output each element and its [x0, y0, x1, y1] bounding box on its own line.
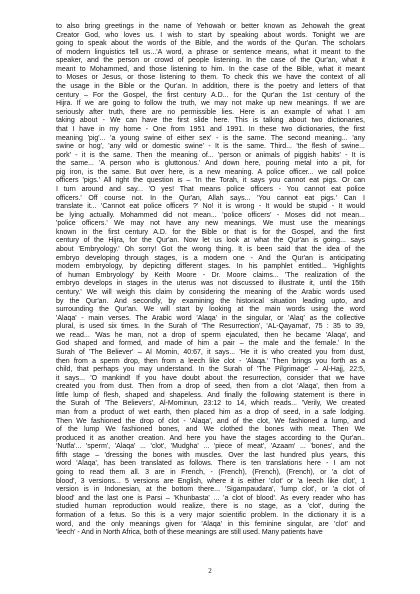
text-line: of human Embryology' by Keith Moore - Dr. Moore claims... 'The realization of the	[56, 271, 365, 279]
text-line: then from a sperm drop, then from a leech like clot - 'Alaqa.' Then brings you forth as a	[56, 357, 365, 365]
text-line: meaning 'pig'... 'a young swine of either sex' - is the same. The second meaning... 'any	[56, 134, 365, 142]
text-line: fifth stage – 'dressing the bones with muscles. Over the last hundred plus years, this	[56, 451, 365, 459]
text-line: man from a product of wet earth, then placed him as a drop of seed, in a safe lodging.	[56, 409, 365, 417]
text-line: 'Alaqa' - main verses. The Arabic word 'Alaqa' in the singular, or 'Alaq' as the collective	[56, 314, 365, 322]
text-line: Then We fashioned the drop of clot - 'Alaqa', and of the clot, We fashioned a lump, and	[56, 417, 365, 425]
text-line: Surah of 'The Believer' – Al Momin, 40:67, it says... 'He it is who created you from dust,	[56, 348, 365, 356]
text-line: swine or hog', 'any wild or domestic swine' - It is the same. Third... 'the flesh of swine...	[56, 143, 365, 151]
text-line: blood', 3 versions... 5 versions are English, where it is either 'clot' or 'a leech like clot', 1	[56, 477, 365, 485]
text-line: plural, is used six times. In the Surah of 'The Resurrection', 'AL-Qayamat', 75 : 35 to 39,	[56, 323, 365, 331]
text-line: taking about - We can have the first slide here. This is talking about two dictionaries,	[56, 117, 365, 125]
text-line: version is in Indonesian, at the bottom there... 'Sigampaudara', 'lump clot', or 'a clot of	[56, 486, 365, 494]
text-line: word 'Alaqa', has been translated as follows. There is ten translations here - I am not	[56, 460, 365, 468]
text-line: 'police officers.' We may not have any new meanings. We must use the meanings	[56, 220, 365, 228]
body-text	[56, 23, 365, 538]
text-line: century of the Hijra, for the Qur'an. Now let us look at what the Qur'an is going... says	[56, 237, 365, 245]
text-line: about 'Embryology.' Oh sorry! Got the wrong thing. It is been said that the idea of the	[56, 246, 365, 254]
text-line: meant to Mohammed, and those listening to him. In the case of the Bible, what it meant	[56, 65, 365, 73]
text-line: embryo developing through stages, is a modern one - And the Qur'an is anticipating	[56, 254, 365, 262]
text-line: the usage in the Bible or the Qur'an. In addition, there is the poetry and letters of that	[56, 83, 365, 91]
text-line: surrounding the Qur'an. We will start by looking at the main words using the word	[56, 306, 365, 314]
text-line: speaker, and the person or crowd of people listening. In the case of the Qur'an, what it	[56, 57, 365, 65]
text-line: word, and the only meanings given for 'Alaqa' in this feminine singular, are 'clot' and	[56, 520, 365, 528]
text-line: it says... 'O mankind! If you have doubt about the resurrection, consider that we have	[56, 374, 365, 382]
text-line: officers 'pigs.' All right the question is – 'In the Torah, it says you cannot eat pigs. Or can	[56, 177, 365, 185]
text-line: to also bring greetings in the name of Yehowah or better known as Jehowah the great	[56, 23, 365, 30]
text-line: formation of a fetus. So this is a very major scientific problem. In the dictionary it is a	[56, 511, 365, 519]
text-line: Creator God, who loves us. I wish to start by speaking about words. Tonight we are	[56, 31, 365, 39]
text-line: going to read them all. 3 are in French, - (French), (French), (French), or 'a clot of	[56, 469, 365, 477]
text-line: God shaped and formed, and made of him a pair – the male and the female.' In the	[56, 340, 365, 348]
text-line: we read... 'Was he man, not a drop of sperm ejaculated, then he became 'Alaqa', and	[56, 331, 365, 339]
text-line: created you from dust. Then from a drop of seed, then from a clot 'Alaqa', then from a	[56, 383, 365, 391]
text-line: be lying actually. Mohammed did not mean... 'police officers' - Moses did not mean...	[56, 211, 365, 219]
text-line: studied human reproduction would realize, there is no stage, as a 'clot', during the	[56, 503, 365, 511]
text-line: embryo develops in stages in the uterus was not discussed to illustrate it, until the 15th	[56, 280, 365, 288]
text-line: blood' and the last one is Parsi – 'Khunbasta' ... 'a clot of blood'. As every reader who has	[56, 494, 365, 502]
text-line: modern embryology, by depicting different stages. In his pamphlet entitled... 'Highlights	[56, 263, 365, 271]
text-line: little lump of flesh, shaped and shapeless. And finally the following statement is there in	[56, 391, 365, 399]
text-line: child, that perhaps you may understand. In the Surah of 'The Pilgrimage' – Al-Hajj, 22:5,	[56, 366, 365, 374]
text-line: century – For the Gospel, the first century A.D... for the Qur'an the 1st century of the	[56, 91, 365, 99]
text-line: 'leech' - And in North Africa, both of these meanings are still used. Many patients have	[56, 529, 323, 537]
text-line: that I have in my home - One from 1951 and 1991. In these two dictionaries, the first	[56, 125, 365, 133]
text-line: Hijra. If we are going to follow the truth, we may not make up new meanings. If we are	[56, 100, 365, 108]
text-line: century.' We will weigh this claim by considering the meaning of the Arabic words used	[56, 288, 365, 296]
text-line: seriously after truth, there are no permissible lies. Here is an example of what I am	[56, 108, 365, 116]
page-number: 2	[208, 567, 212, 575]
text-line: produced it as another creation. And here you have the stages according to the Qur'an..	[56, 434, 365, 442]
text-line: known in the first century A.D. for the Bible or that is for the Gospel, and the first	[56, 228, 365, 236]
text-line: by the Qur'an. And secondly, by examining the historical situation leading upto, and	[56, 297, 365, 305]
text-line: the same... 'A person who is gluttonous.' And down here, pouring metal into a pit, for	[56, 160, 365, 168]
text-line: to Moses or Jesus, or those listening to them. To check this we have the context of all	[56, 74, 365, 82]
text-line: of the lump We fashioned bones, and We clothed the bones with meat. Then We	[56, 426, 365, 434]
text-line: of modern linguistics tell us...'A word, a phrase or sentence means, what it meant to the	[56, 48, 365, 56]
text-line: pig iron, is the same. But over here, is a new meaning. A police officer... we call police	[56, 168, 365, 176]
text-line: going to speak about the words of the Bible, and the words of the Qur'an. The scholars	[56, 40, 365, 48]
text-line: officers.' Off course not. In the Qur'an, Allah says... 'You cannot eat pigs.' Can I	[56, 194, 365, 202]
text-line: pork' - it is the same. Then the meaning of... 'person or animals of piggish habits' - It is	[56, 151, 365, 159]
text-line: 'Nutfa'... 'sperm', 'Alaqa' ... 'clot', 'Mudgha' ... 'piece of meat', 'Azaam' ... 'bones', and the	[56, 443, 365, 451]
text-line: I turn around and say... 'O yes! That means police officers - You cannot eat police	[56, 185, 365, 193]
text-line: translate it... 'Cannot eat police officers ?' No! it is wrong - It would be stupid - It would	[56, 203, 365, 211]
text-line: the Surah of 'The Believers', Al-Mominun, 23:12 to 14, which reads... 'Verily, We created	[56, 400, 365, 408]
